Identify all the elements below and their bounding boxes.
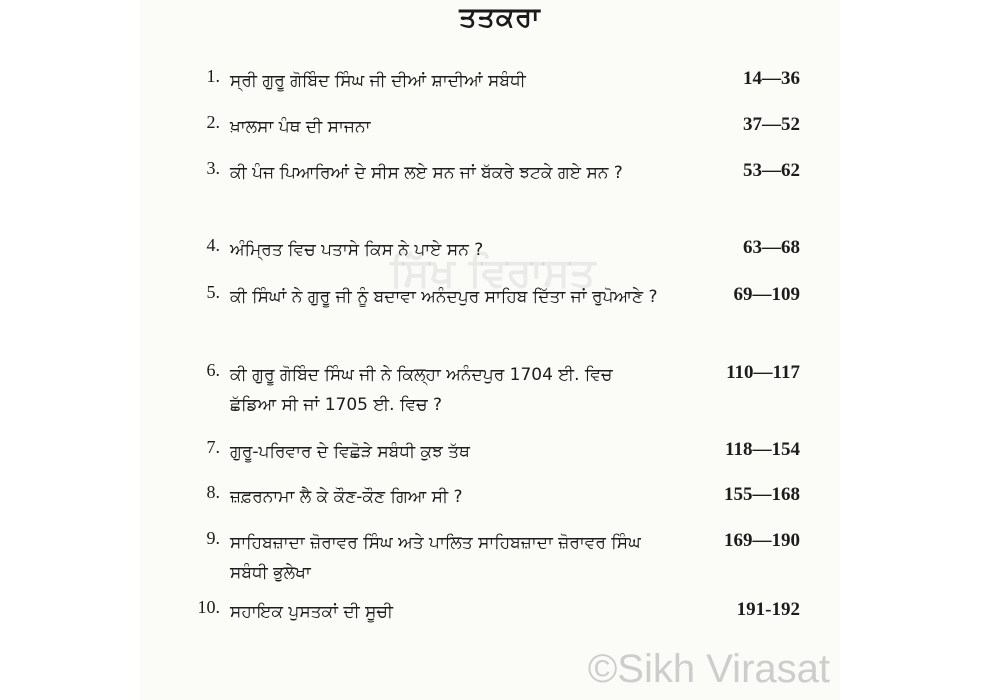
entry-pages: 155—168: [724, 484, 800, 505]
book-page: [140, 0, 840, 700]
entry-title: ਅੰਮ੍ਰਿਤ ਵਿਚ ਪਤਾਸੇ ਕਿਸ ਨੇ ਪਾਏ ਸਨ ?: [230, 240, 484, 260]
entry-pages: 118—154: [725, 439, 800, 460]
entry-title: ਸਾਹਿਬਜ਼ਾਦਾ ਜ਼ੋਰਾਵਰ ਸਿੰਘ ਅਤੇ ਪਾਲਿਤ ਸਾਹਿਬਜ਼ਾਦਾ ਜ਼ੋਰਾਵਰ ਸਿੰਘ ਸਬੰਧੀ ਭੁਲੇਖਾ: [230, 533, 641, 583]
entry-number: 3.: [206, 158, 220, 178]
entry-pages: 69—109: [733, 284, 800, 305]
entry-number: 10.: [197, 597, 220, 617]
entry-pages: 169—190: [724, 530, 800, 551]
entry-number: 5.: [206, 282, 220, 302]
watermark-copyright: ©Sikh Virasat: [587, 647, 830, 691]
entry-title: ਗੁਰੂ-ਪਰਿਵਾਰ ਦੇ ਵਿਛੋੜੇ ਸਬੰਧੀ ਕੁਝ ਤੱਥ: [230, 442, 470, 462]
entry-number: 8.: [206, 482, 220, 502]
entry-number: 9.: [206, 528, 220, 548]
entry-title: ਸਹਾਇਕ ਪੁਸਤਕਾਂ ਦੀ ਸੂਚੀ: [230, 602, 394, 622]
entry-number: 2.: [206, 112, 220, 132]
entry-title: ਕੀ ਪੰਜ ਪਿਆਰਿਆਂ ਦੇ ਸੀਸ ਲਏ ਸਨ ਜਾਂ ਬੱਕਰੇ ਝਟਕੇ ਗਏ ਸਨ ?: [230, 163, 623, 183]
entry-title: ਖ਼ਾਲਸਾ ਪੰਥ ਦੀ ਸਾਜਨਾ: [230, 117, 371, 137]
entry-number: 6.: [206, 360, 220, 380]
entry-number: 7.: [206, 437, 220, 457]
entry-title: ਜ਼ਫ਼ਰਨਾਮਾ ਲੈ ਕੇ ਕੌਣ-ਕੌਣ ਗਿਆ ਸੀ ?: [230, 487, 463, 507]
entry-title: ਕੀ ਗੁਰੂ ਗੋਬਿੰਦ ਸਿੰਘ ਜੀ ਨੇ ਕਿਲ੍ਹਾ ਅਨੰਦਪੁਰ 1704 ਈ. ਵਿਚ ਛੱਡਿਆ ਸੀ ਜਾਂ 1705 ਈ. ਵਿਚ ?: [230, 365, 613, 415]
page-title: ਤਤਕਰਾ: [459, 2, 541, 33]
entry-pages: 14—36: [743, 68, 800, 89]
entry-number: 1.: [206, 66, 220, 86]
entry-pages: 37—52: [743, 114, 800, 135]
entry-title: ਕੀ ਸਿੰਘਾਂ ਨੇ ਗੁਰੂ ਜੀ ਨੂੰ ਬਦਾਵਾ ਅਨੰਦਪੁਰ ਸਾਹਿਬ ਦਿੱਤਾ ਜਾਂ ਰੁਪੋਆਣੇ ?: [230, 287, 658, 307]
entry-pages: 53—62: [743, 160, 800, 181]
entry-number: 4.: [206, 235, 220, 255]
entry-pages: 110—117: [726, 362, 800, 383]
entry-title: ਸ੍ਰੀ ਗੁਰੂ ਗੋਬਿੰਦ ਸਿੰਘ ਜੀ ਦੀਆਂ ਸ਼ਾਦੀਆਂ ਸਬੰਧੀ: [230, 71, 526, 91]
entry-pages: 63—68: [743, 237, 800, 258]
entry-pages: 191-192: [736, 599, 800, 620]
